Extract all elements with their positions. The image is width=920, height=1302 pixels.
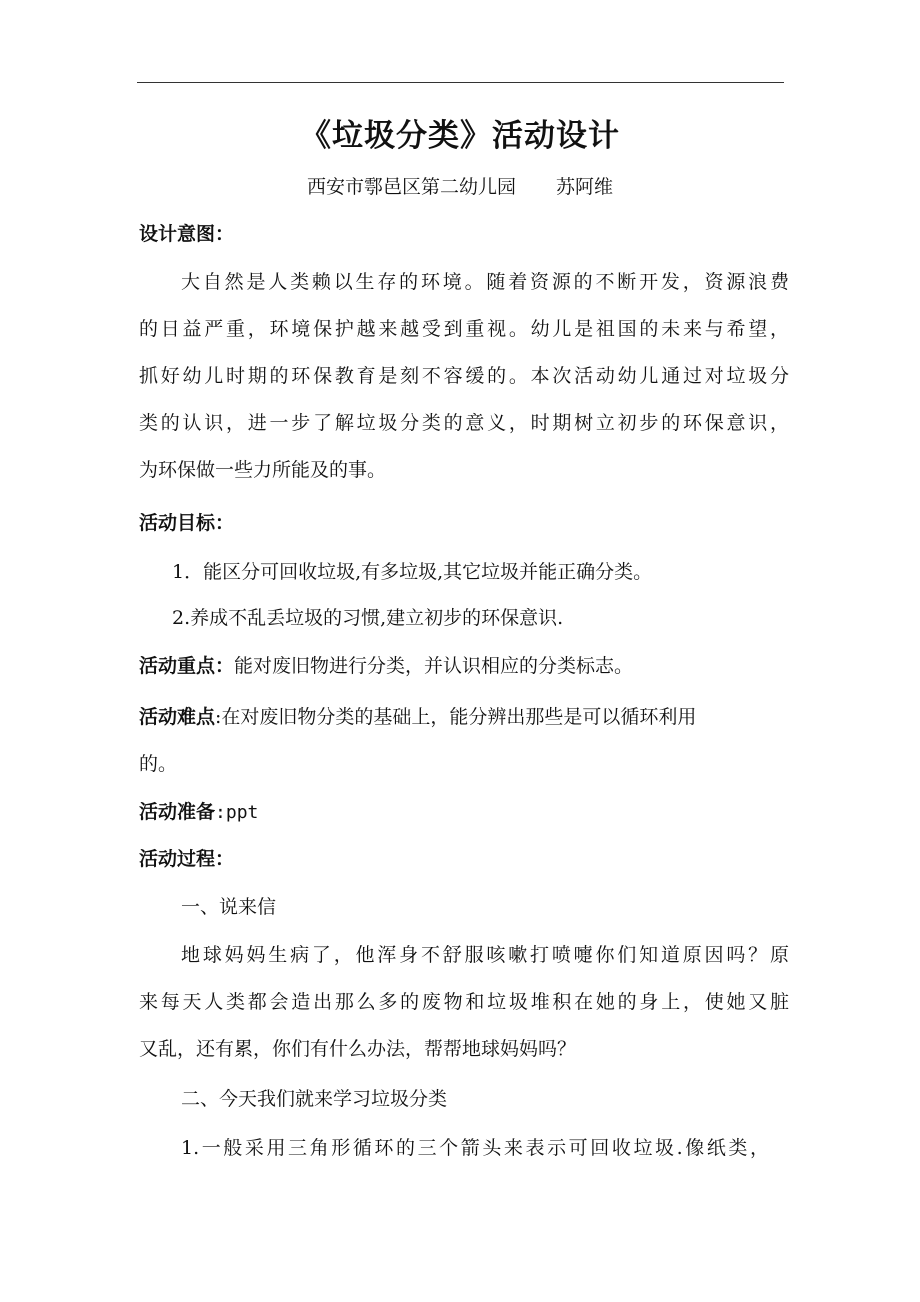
step2-title: 二、今天我们就来学习垃圾分类	[181, 1088, 448, 1110]
author-org: 西安市鄠邑区第二幼儿园	[306, 176, 516, 198]
step1-line: 地球妈妈生病了，他浑身不舒服咳嗽打喷嚏你们知道原因吗？原	[181, 944, 789, 966]
preparation-label: 活动准备	[139, 801, 216, 823]
preparation	[139, 798, 789, 827]
key-point	[139, 652, 789, 680]
difficulty-label: 活动难点	[139, 706, 216, 728]
difficulty-text-cont: 的。	[139, 753, 178, 775]
goals-heading: 活动目标：	[139, 512, 235, 534]
difficulty	[139, 703, 789, 731]
author-byline	[0, 172, 920, 199]
goal-item: 2.养成不乱丢垃圾的习惯,建立初步的环保意识.	[172, 607, 564, 629]
preparation-text: :ppt	[215, 802, 259, 823]
intent-line: 大自然是人类赖以生存的环境。随着资源的不断开发，资源浪费	[181, 271, 789, 293]
process-heading: 活动过程：	[139, 848, 235, 870]
intent-line: 的日益严重，环境保护越来越受到重视。幼儿是祖国的未来与希望，	[139, 318, 789, 340]
document-title: 《垃圾分类》活动设计	[300, 118, 620, 154]
difficulty-text: :在对废旧物分类的基础上，能分辨出那些是可以循环利用	[215, 706, 697, 728]
step1-line: 又乱，还有累，你们有什么办法，帮帮地球妈妈吗？	[139, 1038, 577, 1060]
step1-line: 来每天人类都会造出那么多的废物和垃圾堆积在她的身上，使她又脏	[139, 991, 789, 1013]
intent-heading: 设计意图：	[139, 223, 235, 245]
key-point-text: 能对废旧物进行分类，并认识相应的分类标志。	[234, 655, 634, 677]
key-point-label: 活动重点：	[139, 655, 235, 677]
intent-line: 为环保做一些力所能及的事。	[139, 459, 387, 481]
step1-title: 一、说来信	[181, 896, 277, 918]
intent-line: 抓好幼儿时期的环保教育是刻不容缓的。本次活动幼儿通过对垃圾分	[139, 365, 789, 387]
intent-line: 类的认识，进一步了解垃圾分类的意义，时期树立初步的环保意识，	[139, 412, 789, 434]
step2-line: 1.一般采用三角形循环的三个箭头来表示可回收垃圾.像纸类，	[181, 1137, 769, 1159]
author-name: 苏阿维	[556, 176, 614, 198]
header-rule	[137, 82, 784, 83]
goal-item: 1．能区分可回收垃圾,有多垃圾,其它垃圾并能正确分类。	[172, 561, 653, 583]
